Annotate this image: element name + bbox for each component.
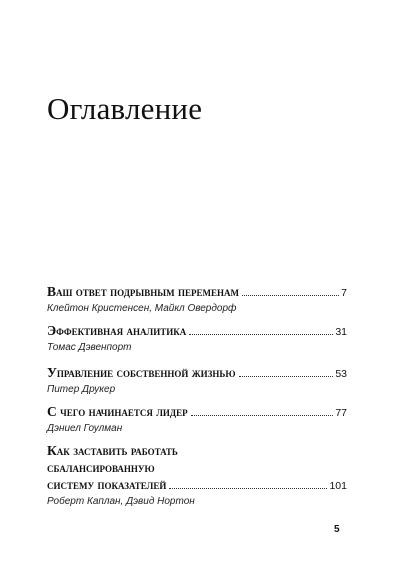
- toc-entry-line: [47, 403, 347, 422]
- toc-entry-title: Управление собственной жизнью: [47, 365, 236, 380]
- toc-entry-line: [47, 476, 347, 495]
- toc-entry-line: [47, 283, 347, 302]
- toc-entry[interactable]: [47, 364, 347, 396]
- toc-page-number: 77: [335, 407, 347, 419]
- toc-entry-title: Эффективная аналитика: [47, 323, 187, 338]
- toc-entry-authors: Клейтон Кристенсен, Майкл Овердорф: [47, 303, 237, 314]
- toc-entry-authors: Томас Дэвенпорт: [47, 342, 132, 353]
- toc-entry[interactable]: [47, 403, 347, 435]
- toc-entry-title: С чего начинается лидер: [47, 404, 188, 419]
- toc-entry[interactable]: [47, 442, 347, 508]
- toc-page-number: 7: [341, 287, 347, 299]
- dot-leader: [169, 488, 327, 489]
- toc-entry-title-line-2: сбалансированную: [47, 460, 155, 475]
- dot-leader: [242, 295, 339, 296]
- toc-entry-authors: Роберт Каплан, Дэвид Нортон: [47, 496, 195, 507]
- toc-page-number: 31: [335, 326, 347, 338]
- dot-leader: [239, 376, 334, 377]
- toc-entry-title-line-1: Как заставить работать: [47, 443, 178, 458]
- toc-entry[interactable]: [47, 322, 347, 354]
- dot-leader: [191, 415, 334, 416]
- toc-page-number: 101: [329, 480, 347, 492]
- page-folio-number: 5: [334, 524, 340, 535]
- toc-entry[interactable]: [47, 283, 347, 315]
- toc-entry-line: [47, 322, 347, 341]
- toc-entry-line: [47, 364, 347, 383]
- toc-entry-authors: Дэниел Гоулман: [47, 423, 123, 434]
- dot-leader: [189, 334, 333, 335]
- toc-page-number: 53: [335, 368, 347, 380]
- toc-entry-title-line-3: систему показателей: [47, 477, 167, 492]
- toc-entry-authors: Питер Друкер: [47, 384, 116, 395]
- toc-entry-title: Ваш ответ подрывным переменам: [47, 284, 239, 299]
- page-title: Оглавление: [47, 91, 203, 126]
